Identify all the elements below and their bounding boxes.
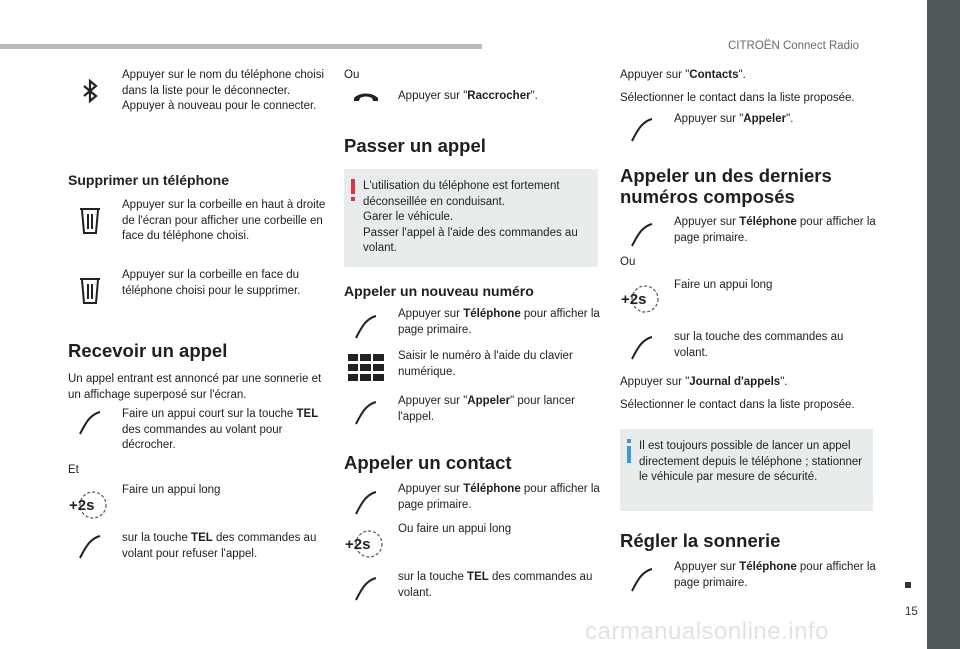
long-press-label: Faire un appui long [674, 279, 773, 291]
heading-contact: Appeler un contact [344, 452, 512, 473]
keypad-instruction: Saisir le numéro à l'aide du clavier numérique. [398, 350, 573, 378]
trash-icon [68, 276, 112, 306]
journal-instruction: Appuyer sur "Journal d'appels". [620, 376, 788, 388]
brand-header: CITROËN Connect Radio [728, 40, 860, 52]
warning-text: L'utilisation du téléphone est fortement déconseillée en conduisant. Garer le véhicule. Passer l'appel à l'aide des commandes au volant. [363, 180, 578, 254]
info-box [620, 429, 873, 511]
warning-box [344, 169, 598, 267]
heading-passer: Passer un appel [344, 135, 486, 156]
select-contact-2: Sélectionner le contact dans la liste proposée. [620, 399, 855, 411]
select-contact-1: Sélectionner le contact dans la liste proposée. [620, 92, 855, 104]
heading-sonnerie: Régler la sonnerie [620, 530, 781, 551]
svg-text:+2s: +2s [69, 497, 95, 514]
tap-instruction: Faire un appui court sur la touche TEL des commandes au volant pour décrocher. [122, 408, 319, 451]
tap-icon [344, 574, 388, 604]
info-icon [625, 439, 633, 463]
refuse-instruction: sur la touche TEL des commandes au volant pour refuser l'appel. [122, 532, 317, 560]
connector-et: Et [68, 464, 79, 476]
tap-icon [620, 220, 664, 250]
svg-text:+2s: +2s [345, 536, 371, 553]
heading-derniers: Appeler un des derniers numéros composés [620, 165, 832, 207]
appeler-instruction: Appuyer sur "Appeler" pour lancer l'appel. [398, 395, 575, 423]
warning-icon [349, 179, 357, 203]
hang-up-icon [344, 82, 388, 112]
recevoir-intro: Un appel entrant est annoncé par une sonnerie et un affichage superposé sur l'écran. [68, 373, 322, 401]
long-press-2s-icon [620, 284, 664, 314]
telephone-instruction-3: Appuyer sur Téléphone pour afficher la page primaire. [674, 216, 876, 244]
tap-icon [344, 398, 388, 428]
heading-supprimer: Supprimer un téléphone [68, 172, 230, 188]
heading-recevoir: Recevoir un appel [68, 340, 228, 361]
tap-icon [68, 408, 112, 438]
tap-icon [620, 333, 664, 363]
header-rule [0, 44, 482, 49]
chapter-sidebar [927, 0, 960, 649]
long-press-label: Ou faire un appui long [398, 523, 512, 535]
command-key-instruction: sur la touche des commandes au volant. [674, 331, 844, 359]
contacts-instruction: Appuyer sur "Contacts". [620, 69, 746, 81]
long-press-2s-icon [344, 529, 388, 559]
heading-nouveau-numero: Appeler un nouveau numéro [344, 283, 534, 299]
trash-instruction-2: Appuyer sur la corbeille en face du téléphone choisi pour le supprimer. [122, 269, 301, 297]
tap-icon [344, 312, 388, 342]
raccrocher-instruction: Appuyer sur "Raccrocher". [398, 90, 538, 102]
tap-icon [68, 532, 112, 562]
info-text: Il est toujours possible de lancer un appel directement depuis le téléphone ; stationner le véhicule par mesure de sécurité. [639, 440, 863, 483]
keypad-icon [344, 353, 388, 383]
bluetooth-instruction: Appuyer sur le nom du téléphone choisi dans la liste pour le déconnecter. Appuyer à nouveau pour le connecter. [122, 69, 325, 112]
svg-text:+2s: +2s [621, 291, 647, 308]
connector-ou: Ou [620, 256, 636, 268]
watermark: carmanualsonline.info [585, 618, 829, 645]
telephone-instruction-1: Appuyer sur Téléphone pour afficher la page primaire. [398, 308, 600, 336]
page-number: 15 [905, 606, 918, 618]
connector-ou: Ou [344, 69, 360, 81]
tel-key-instruction: sur la touche TEL des commandes au volant. [398, 571, 593, 599]
long-press-2s-icon [68, 490, 112, 520]
long-press-label: Faire un appui long [122, 484, 221, 496]
bluetooth-icon [68, 77, 112, 107]
telephone-instruction-2: Appuyer sur Téléphone pour afficher la page primaire. [398, 483, 600, 511]
trash-instruction-1: Appuyer sur la corbeille en haut à droite de l'écran pour afficher une corbeille en face du téléphone choisi. [122, 199, 326, 242]
appeler-instruction: Appuyer sur "Appeler". [674, 113, 794, 125]
telephone-instruction-4: Appuyer sur Téléphone pour afficher la page primaire. [674, 561, 876, 589]
continuation-marker [905, 582, 911, 588]
tap-icon [344, 488, 388, 518]
trash-icon [68, 206, 112, 236]
tap-icon [620, 115, 664, 145]
tap-icon [620, 565, 664, 595]
